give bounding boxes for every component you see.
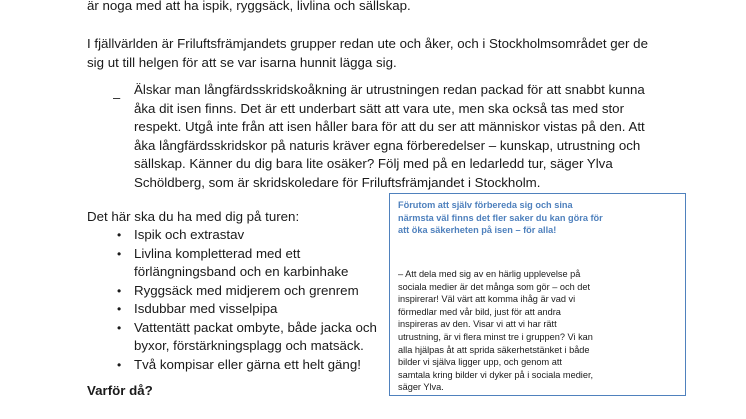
box-body-line: – Att dela med sig av en härlig upplevelse på	[398, 269, 581, 279]
list-item	[117, 245, 377, 282]
list-item-text: byxor, förstärkningsplagg och matsäck.	[134, 338, 364, 353]
list-item-text: Vattentätt packat ombyte, både jacka och	[134, 319, 377, 335]
quote-line: åka dit isen finns. Det är ett underbart sätt att vara ute, men ska också tas med stor	[134, 100, 625, 116]
list-title: Det här ska du ha med dig på turen:	[87, 209, 300, 224]
box-body-line: inspireras av den. Visar vi att vi har rätt	[398, 319, 557, 330]
quote-paragraph	[134, 81, 645, 192]
list-item-text: Ryggsäck med midjerem och grenrem	[134, 282, 359, 298]
list-item	[117, 300, 377, 319]
list-item	[117, 356, 377, 375]
quote-line: sällskap. Känner du dig bara lite osäker? Följ med på en ledarledd tur, säger Ylva	[134, 156, 613, 171]
box-body-line: inspirerar! Väl värt att komma ihåg är vad vi	[398, 294, 576, 305]
list-item	[117, 282, 377, 301]
box-body-line: alla hjälpas åt att sprida säkerhetstänket i både	[398, 344, 590, 355]
bullet-icon: •	[117, 246, 122, 261]
box-heading-line: närmsta väl finns det fler saker du kan göra för	[398, 212, 603, 223]
quote-line: Schöldberg, som är skridskoledare för Friluftsfrämjandet i Stockholm.	[134, 174, 541, 190]
list-item-text: Ispik och extrastav	[134, 227, 245, 242]
box-body-line: säger Ylva.	[398, 382, 444, 393]
bullet-icon: •	[117, 320, 122, 335]
bullet-icon: •	[117, 302, 122, 316]
box-body-line: utrustning, är vi flera minst tre i gruppen? Vi kan	[398, 331, 593, 342]
box-heading	[398, 199, 603, 237]
equipment-list	[117, 226, 377, 374]
intro-line: sig ut till helgen för att se var isarna hunnit lägga sig.	[87, 54, 397, 70]
list-item-text: Två kompisar eller gärna ett helt gäng!	[134, 356, 361, 372]
bullet-icon: •	[117, 283, 122, 298]
list-item	[117, 226, 377, 245]
list-item-text: Isdubbar med visselpipa	[134, 301, 278, 316]
box-body	[398, 268, 593, 394]
list-item-text: förlängningsband och en karbinhake	[134, 264, 349, 279]
list-item	[117, 319, 377, 356]
box-body-line: samtala kring bilder vi dyker på i sociala medier,	[398, 369, 594, 380]
quote-line: respekt. Utgå inte från att isen håller bara för att du ser att människor vistas på den. Att	[134, 119, 645, 134]
list-item-text: Livlina kompletterad med ett	[134, 245, 301, 261]
bullet-icon: •	[117, 357, 122, 372]
bullet-icon: •	[117, 228, 122, 242]
section-heading: Varför då?	[87, 383, 153, 398]
quote-line: åka långfärdsskridskor på naturis kräver egna förberedelser – kunskap, utrustning och	[134, 137, 641, 153]
box-body-line: sociala medier är det många som gör – och det	[398, 281, 591, 292]
quote-line: Älskar man långfärdsskridskoåkning är utrustningen redan packad för att snabbt kunna	[134, 82, 645, 97]
box-body-line: bilder vi själva ligger upp, och genom att	[398, 357, 562, 368]
box-heading-line: Förutom att själv förbereda sig och sina	[398, 200, 573, 210]
box-body-line: förmedlar med vår bild, just för att andra	[398, 306, 561, 317]
quote-dash: –	[113, 90, 121, 105]
paragraph-intro	[87, 35, 648, 72]
paragraph-top: är noga med att ha ispik, ryggsäck, livlina och sällskap.	[87, 0, 411, 13]
safety-info-box	[389, 193, 686, 396]
intro-line: I fjällvärlden är Friluftsfrämjandets grupper redan ute och åker, och i Stockholmsområdet ger de	[87, 36, 648, 51]
box-heading-line: att öka säkerheten på isen – för alla!	[398, 225, 557, 236]
